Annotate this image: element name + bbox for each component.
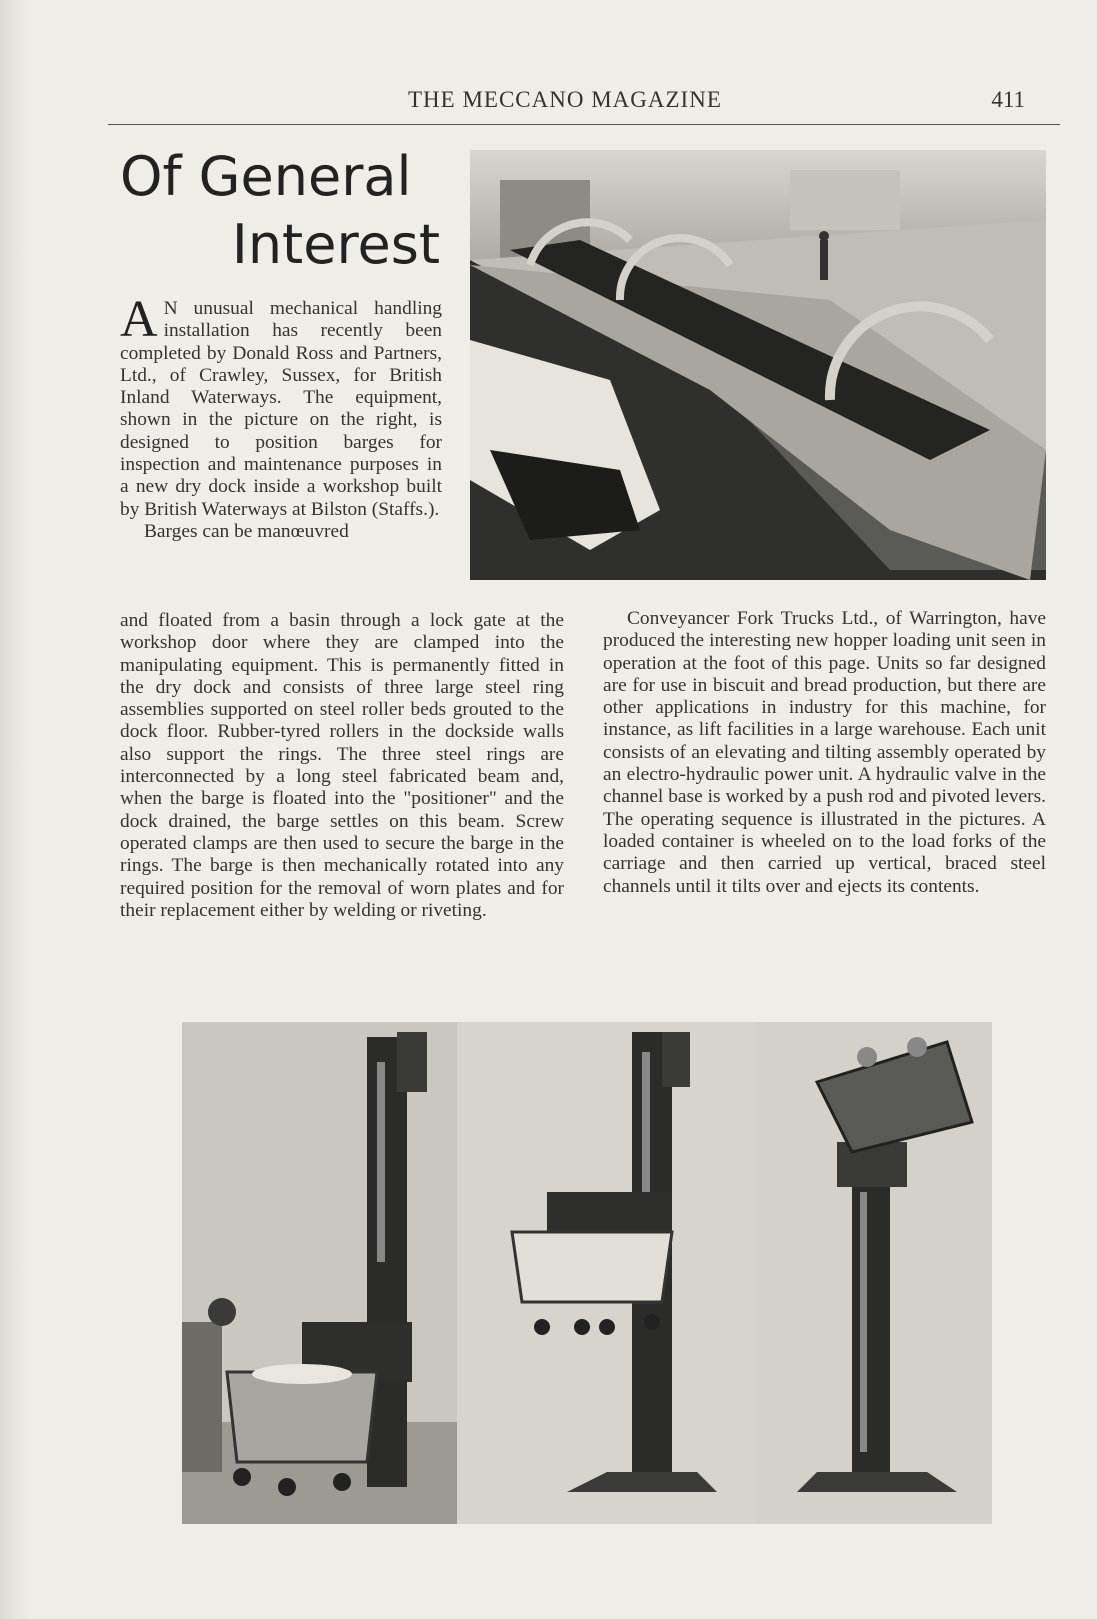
magazine-name: THE MECCANO MAGAZINE [408,87,722,112]
hopper-unit-photo-1-illustration [182,1022,457,1524]
article-1-paragraph-1-text: N unusual mechanical handling installation has recently been completed by Donald Ross and Partners, Ltd., of Crawley, Sussex, for British Inland Waterways. The equipment, shown in the picture on the right, is designed to position barges for inspection and maintenance purposes in a new dry dock inside a workshop built by British Waterways at Bilston (Staffs.). [120,298,442,520]
page-binding-shadow [0,0,30,1619]
hopper-unit-photo-1 [182,1022,457,1524]
hopper-unit-photo-3 [757,1022,992,1524]
article-1-column-top [120,291,442,543]
article-1-paragraph-2-text: and floated from a basin through a lock gate at the workshop door where they are clamped into the manipulating equipment. This is permanently fitted in the dry dock and consists of three large steel ring assemblies supported on steel roller beds grouted to the dock floor. Rubber-tyred rollers in the dockside walls also support the rings. The three steel rings are interconnected by a long steel fabricated beam and, when the barge is floated into the "positioner" and the dock drained, the barge settles on this beam. Screw operated clamps are then used to secure the barge in the rings. The barge is then mechanically rotated into any required position for the removal of worn plates and for their replacement either by welding or riveting. [120,610,564,921]
title-line-2: Interest [231,213,440,276]
hopper-unit-photo-3-illustration [757,1022,992,1524]
article-1-paragraph-1 [120,291,442,521]
article-2-paragraph: Conveyancer Fork Trucks Ltd., of Warrington, have produced the interesting new hopper loading unit seen in operation at the foot of this page. Units so far designed are for use in biscuit and bread production, but there are other applications in industry for this machine, for instance, as lift facilities in a large warehouse. Each unit consists of an elevating and tilting assembly operated by an electro-hydraulic power unit. A hydraulic valve in the channel base is worked by a push rod and pivoted levers. The operating sequence is illustrated in the pictures. A loaded container is wheeled on to the load forks of the carriage and then carried up vertical, braced steel channels until it tilts over and ejects its contents. [603,608,1046,897]
running-header [108,84,1060,125]
page-number: 411 [991,87,1025,112]
drop-cap: A [120,291,158,348]
article-1-paragraph-2-start: Barges can be manœuvred [144,520,349,542]
article-title [120,143,440,279]
article-1-column-bottom [120,610,564,922]
title-line-1: Of General [120,145,412,208]
hopper-unit-photo-2 [457,1022,757,1524]
dry-dock-photo-illustration [470,150,1046,580]
dry-dock-photo [470,150,1046,580]
hopper-unit-photo-2-illustration [457,1022,757,1524]
article-2-column [603,608,1046,898]
